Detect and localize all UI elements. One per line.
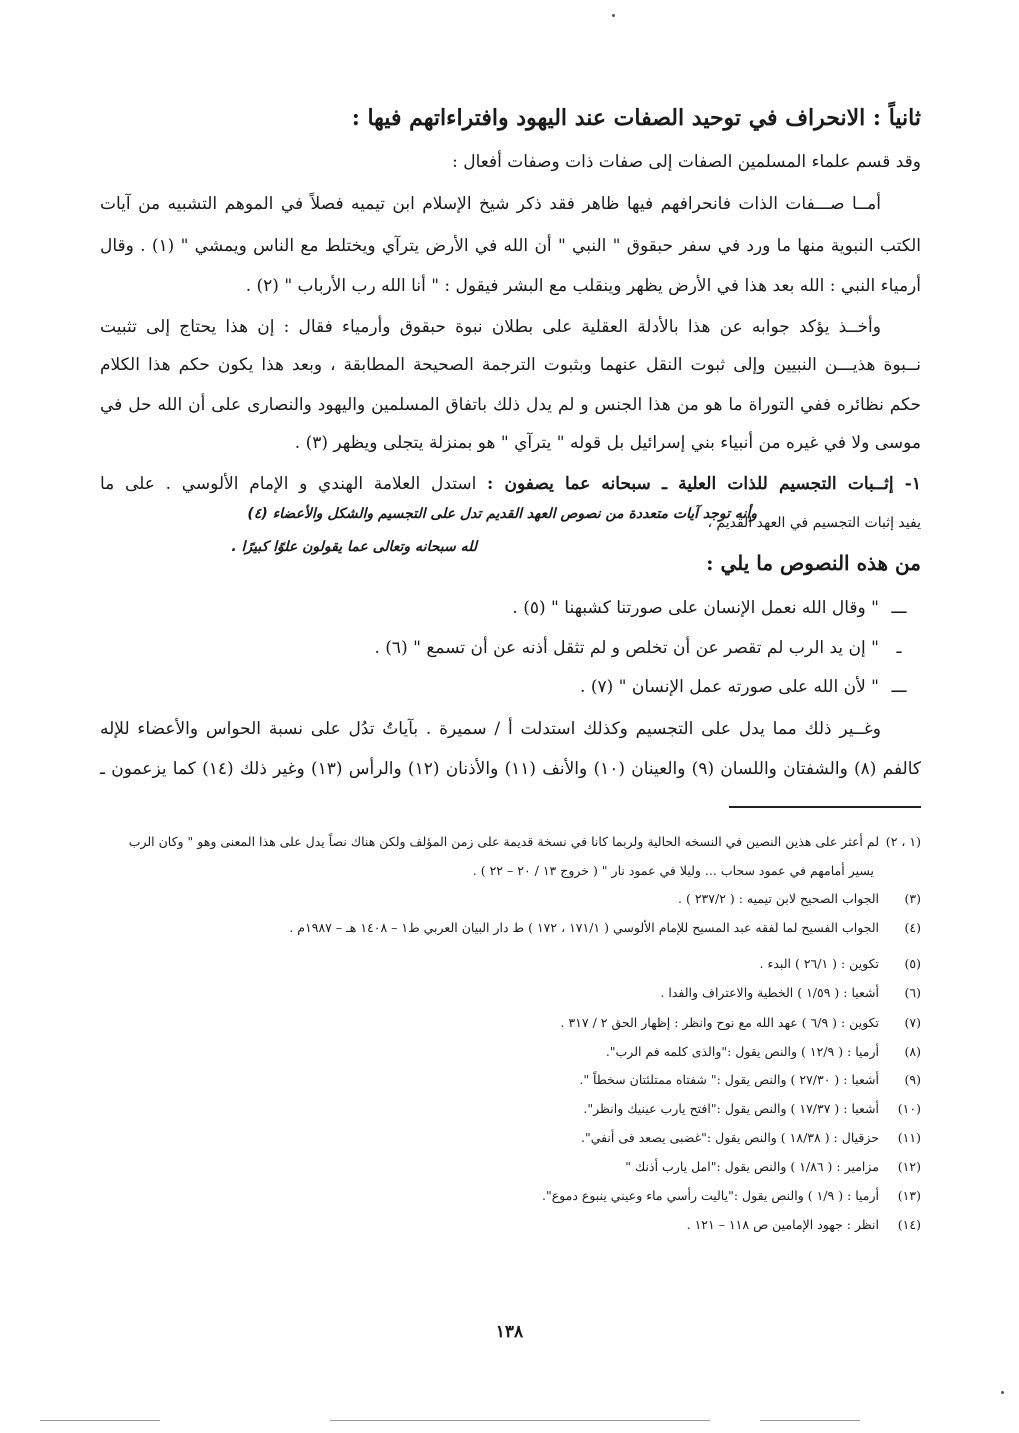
footnote-number: (٥) [904,956,921,971]
subheading: من هذه النصوص ما يلي : [706,551,921,575]
footnote [625,1157,921,1177]
scan-edge-line [760,1420,860,1421]
footnote-separator [729,806,921,808]
footnote [760,954,921,974]
footnote-text: أرميا : ( ١/٩ ) والنص يقول :"ياليت رأسي ماء وعيني ينبوع دموع". [542,1188,880,1203]
footnote [581,1128,921,1148]
footnote [583,1099,921,1119]
scan-edge-line [330,1420,710,1421]
scan-edge-line [40,1420,160,1421]
footnote-number: (٣) [904,891,921,906]
footnote [660,983,921,1003]
footnote-text: مزامير : ( ١/٨٦ ) والنص يقول :"امل يارب أذنك " [625,1159,880,1174]
paragraph-line: حكم نظائره ففي التوراة ما هو من هذا الجنس و لم يدل ذلك باتفاق المسلمين واليهود والنصارى على أن الله حل في [100,395,921,415]
footnote-number: (١١) [897,1130,921,1145]
footnote-text: تكوين : ( ٦/٩ ) عهد الله مع نوح وانظر : إظهار الحق ٢ / ٣١٧ . [560,1015,880,1030]
footnote [678,889,921,909]
paragraph-line: موسى ولا في غيره من أنبياء بني إسرائيل بل قوله " يترآي " هو بمنزلة يتجلى ويظهر (٣) . [294,433,921,453]
footnote-text: لم أعثر على هذين النصين في النسخه الحالية ولربما كانا في نسخة قديمة على زمن المؤلف ولكن هناك نصاً يدل على هذا المعنى وهو " وكان الرب [128,834,880,849]
paragraph-line: أرمياء النبي : الله بعد هذا في الأرض يظهر وينقلب مع البشر فيقول : " أنا الله رب الأرباب " (٢) . [245,276,921,296]
footnote-number: (٦) [904,985,921,1000]
footnote-text: الجواب الفسيح لما لفقه عبد المسيح للإمام الألوسي ( ١٧١/١ ، ١٧٢ ) ط دار البيان العربي ط١ – ١٤٠٨ هـ – ١٩٨٧م . [289,920,880,935]
paragraph-line: الكتب النبوية منها ما ورد في سفر حبقوق " النبي " أن الله في الأرض يترآي ويختلط مع الناس ويمشي " (١) . وقال [100,236,921,256]
paragraph-line: كالفم (٨) والشفتان واللسان (٩) والعينان (١٠) والأنف (١١) والأذنان (١٢) والرأس (١٣) وغير ذلك (١٤) كما يزعمون ـ [100,759,922,779]
quote-item [100,672,919,702]
numbered-item-title: ١- إثــبات التجسيم للذات العلية ـ سبحانه عما يصفون : [487,474,921,494]
footnote [129,832,921,852]
quote-item [100,593,919,623]
footnote-number: (٨) [904,1044,921,1059]
paragraph-line: وأخــذ يؤكد جوابه عن هذا بالأدلة العقلية على بطلان نبوة حبقوق وأرمياء فقال : إن هذا يحتاج إلى تثبيت [100,317,881,337]
paragraph-line: وقد قسم علماء المسلمين الصفات إلى صفات ذات وصفات أفعال : [452,152,921,172]
paragraph-line: وغــير ذلك مما يدل على التجسيم وكذلك استدلت أ / سميرة . بآياتُ تدُل على نسبة الحواس والأعضاء للإله [100,719,881,739]
bullet-dash: ـ [896,638,902,658]
quote-text: " إن يد الرب لم تقصر عن أن تخلص و لم تثقل أذنه عن أن تسمع " (٦) . [374,638,879,658]
footnote-number: (١٠) [897,1101,921,1116]
bullet-dash: ـــ [891,677,907,697]
numbered-paragraph-line [100,469,921,499]
quote-text: " وقال الله نعمل الإنسان على صورتنا كشبهنا " (٥) . [512,598,879,618]
footnote-text: أشعيا : ( ١/٥٩ ) الخطية والاعتراف والفدا . [660,985,880,1000]
footnote-text: أشعيا : ( ١٧/٣٧ ) والنص يقول :"افتح يارب عينيك وانظر". [583,1101,880,1116]
footnote-text: أرميا : ( ١٢/٩ ) والنص يقول :"والذى كلمه فم الرب". [605,1044,880,1059]
handwritten-insertion: لله سبحانه وتعالى عما يقولون علوًا كبيرًا . [231,539,477,555]
scan-speck [1001,1391,1004,1394]
footnote [687,1215,921,1235]
footnote-text: الجواب الصحيح لابن تيميه : ( ٢٣٧/٢ ) . [678,891,880,906]
paragraph-line: يفيد إثبات التجسيم في العهد القديم ، [707,515,921,531]
footnote-number: (١٢) [897,1159,921,1174]
quote-text: " لأن الله على صورته عمل الإنسان " (٧) . [580,677,879,697]
footnote-number: (٧) [904,1015,921,1030]
paragraph-line: أمــا صـــفات الذات فانحرافهم فيها ظاهر فقد ذكر شيخ الإسلام ابن تيميه فصلاً في الموهم التشبيه من آيات [100,194,881,214]
footnote [606,1042,921,1062]
paragraph-line: نــبوة هذيـــن النبيين وإلى ثبوت النقل عنهما وبثبوت الترجمة الصحيحة المطابقة ، وبعد هذا يكون حكم هذا الكلام [100,355,921,375]
footnote [289,918,921,938]
footnote-text: انظر : جهود الإمامين ص ١١٨ – ١٢١ . [686,1217,880,1232]
footnote-text: أشعيا : ( ٢٧/٣٠ ) والنص يقول :" شفتاه ممتلئتان سخطاً ". [579,1072,880,1087]
footnote-text: حزقيال : ( ١٨/٣٨ ) والنص يقول :"غضبى يصعد فى أنفي". [580,1130,880,1145]
footnote [561,1013,922,1033]
quote-item [100,633,919,663]
footnote-number: (٤) [904,920,921,935]
numbered-item-text: استدل العلامة الهندي و الإمام الألوسي . على ما [100,474,488,494]
footnote [579,1070,921,1090]
footnote-continuation: يسير أمامهم في عمود سحاب ... وليلا في عمود نار " ( خروج ١٣ / ٢٠ – ٢٢ ) . [472,863,874,878]
footnote-number: (٩) [904,1072,921,1087]
page-number: ١٣٨ [495,1322,524,1342]
section-heading: ثانياً : الانحراف في توحيد الصفات عند اليهود وافتراءاتهم فيها : [351,105,921,131]
footnote-number: (١٤) [897,1217,921,1232]
footnote-number: (١ ، ٢) [885,834,921,849]
scan-speck [612,14,615,17]
footnote-text: تكوين : ( ٢٦/١ ) البدء . [759,956,880,971]
footnote [542,1186,921,1206]
bullet-dash: ـــ [891,598,907,618]
footnote-number: (١٣) [897,1188,921,1203]
handwritten-insertion: وأنه توجد آيات متعددة من نصوص العهد القديم تدل على التجسيم والشكل والأعضاء (٤) [247,506,757,522]
